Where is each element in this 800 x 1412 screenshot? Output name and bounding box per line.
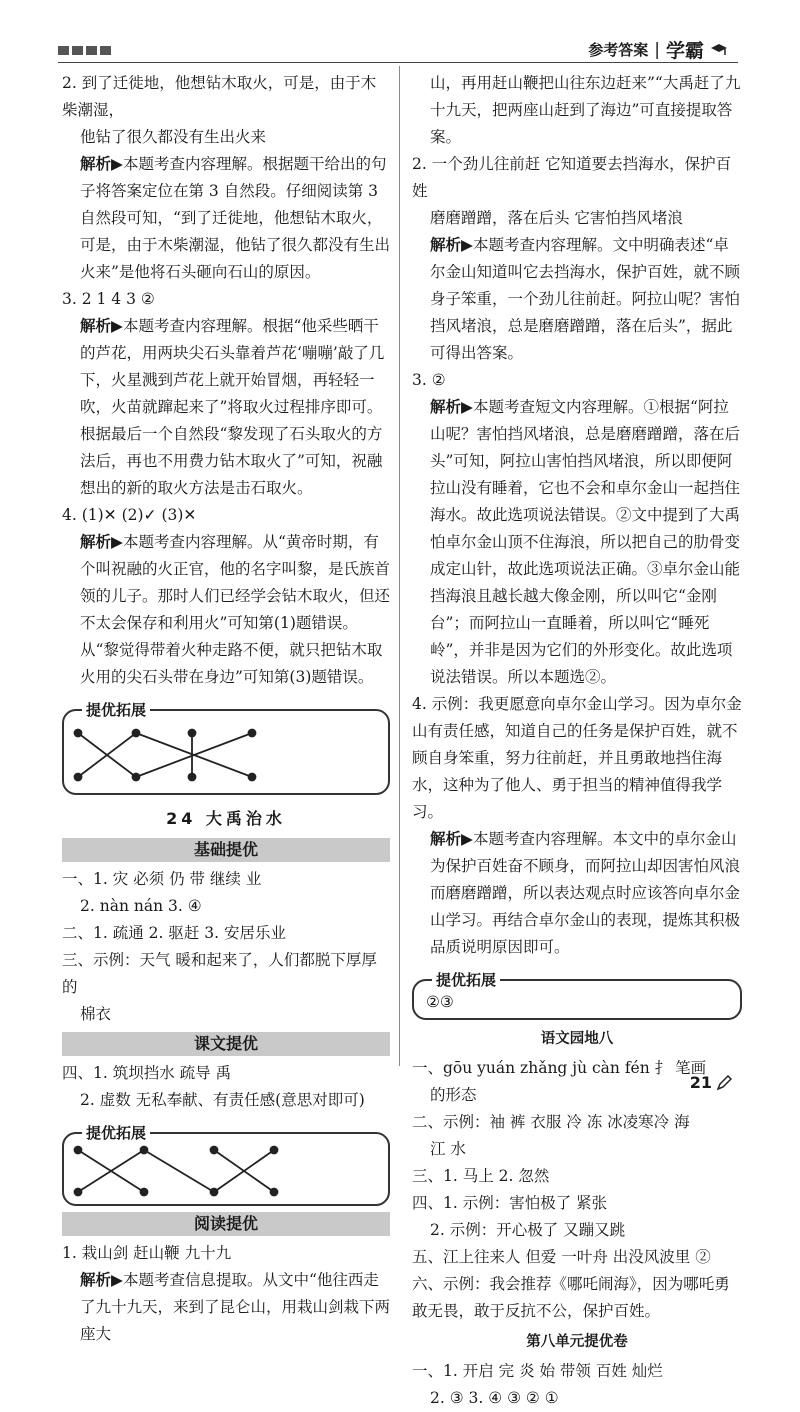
extension-box	[62, 701, 390, 795]
analysis: 解析▶本题考查内容理解。根据题干给出的句子将答案定位在第 3 自然段。仔细阅读第 3 自然段可知，“到了迁徙地，他想钻木取火，可是，由于木柴潮湿，他钻了很久都没有生出火来”是他将石头砸向石山的原因。	[80, 155, 391, 281]
analysis: 解析▶本题考查内容理解。本文中的卓尔金山为保护百姓奋不顾身，而阿拉山却因害怕风浪而磨磨蹭蹭，所以表达观点时应该答向卓尔金山学习。再结合卓尔金山的表现，提炼其积极品质说明原因即可。	[430, 830, 741, 956]
extension-label: 提优拓展	[432, 970, 500, 990]
matching-lines-diagram	[64, 711, 388, 793]
extension-box	[412, 971, 742, 1020]
extension-answer: ②③	[426, 993, 454, 1011]
section-bar: 阅读提优	[62, 1212, 390, 1236]
section-bar: 课文提优	[62, 1032, 390, 1056]
header-brand: 参考答案 | 学霸	[588, 36, 728, 63]
right-column: 山，再用赶山鞭把山往东边赶来”“大禹赶了九十九天，把两座山赶到了海边”可直接提取答案。 2. 一个劲儿往前赶 它知道要去挡海水，保护百姓 磨磨蹭蹭，落在后头 它害怕挡风堵浪 解析▶本题考查内容理解。文中明确表述“卓尔金山知道叫它去挡海水，保护百姓，就不顾身子笨重，一个劲儿往前赶。阿拉山呢？害怕挡风堵浪，总是磨磨蹭蹭，落在后头”，据此可得出答案。 3. ② 解析▶本题考查短文内容理解。①根据“阿拉山呢？害怕挡风堵浪，总是磨磨蹭蹭，落在后头”可知，阿拉山害怕挡风堵浪，所以即便阿拉山没有睡着，它也不会和卓尔金山一起挡住海水。故此选项说法错误。②文中提到了大禹怕卓尔金山顶不住海浪，所以把自己的肋骨变成定山针，故此选项说法正确。③卓尔金山能挡海浪且越长越大像金刚，所以叫它“金刚台”；而阿拉山一直睡着，所以叫它“睡死岭”，并非是因为它们的外形变化。故此选项说法错误。所以本题选②。 4. 示例：我更愿意向卓尔金山学习。因为卓尔金山有责任感，知道自己的任务是保护百姓，就不顾自身笨重，努力往前赶，并且勇敢地挡住海水，这种为了他人、勇于担当的精神值得我学习。 解析▶本题考查内容理解。本文中的卓尔金山为保护百姓奋不顾身，而阿拉山却因害怕风浪而磨磨蹭蹭，所以表达观点时应该答向卓尔金山学习。再结合卓尔金山的表现，提炼其积极品质说明原因即可。 提优拓展 ②③ 语文园地八 一、gōu yuán zhǎng jù càn fén 扌 笔画 的形态 二、示例：袖 裤 衣服 冷 冻 冰凌寒冷 海 江 水 三、1. 马上 2. 忽然 四、1. 示例：害怕极了 紧张 2. 示例：开心极了 又蹦又跳 五、江上往来人 但爱 一叶舟 出没风波里 ② 六、示例：我会推荐《哪吒闹海》，因为哪吒勇敢无畏，敢于反抗不公，保护百姓。 第八单元提优卷 一、1. 开启 完 炎 始 带领 百姓 灿烂 2. ③ 3. ④ ③ ② ①	[412, 74, 742, 1407]
pencil-icon	[716, 1075, 732, 1091]
analysis: 解析▶本题考查内容理解。根据“他采些晒干的芦花，用两块尖石头靠着芦花‘嘣嘣’敲了几下，火星溅到芦花上就开始冒烟，再轻轻一吹，火苗就蹿起来了”将取火过程排序即可。根据最后一个自然段“黎发现了石头取火的方法后，再也不用费力钻木取火了”可知，祝融想出的新的取火方法是击石取火。	[80, 317, 385, 497]
header-squares	[58, 46, 111, 55]
section-title: 语文园地八	[540, 1031, 614, 1047]
extension-label: 提优拓展	[82, 700, 150, 720]
analysis: 解析▶本题考查短文内容理解。①根据“阿拉山呢？害怕挡风堵浪，总是磨磨蹭蹭，落在后头”可知，阿拉山害怕挡风堵浪，所以即便阿拉山没有睡着，它也不会和卓尔金山一起挡住海水。故此选项说法错误。②文中提到了大禹怕卓尔金山顶不住海浪，所以把自己的肋骨变成定山针，故此选项说法正确。③卓尔金山能挡海浪且越长越大像金刚，所以叫它“金刚台”；而阿拉山一直睡着，所以叫它“睡死岭”，并非是因为它们的外形变化。故此选项说法错误。所以本题选②。	[430, 398, 741, 686]
left-column: 2. 到了迁徙地，他想钻木取火，可是，由于木柴潮湿， 他钻了很久都没有生出火来 解析▶本题考查内容理解。根据题干给出的句子将答案定位在第 3 自然段。仔细阅读第 3 自然段可知，“到了迁徙地，他想钻木取火，可是，由于木柴潮湿，他钻了很久都没有生出火来”是他将石头砸向石山的原因。 3. 2 1 4 3 ② 解析▶本题考查内容理解。根据“他采些晒干的芦花，用两块尖石头靠着芦花‘嘣嘣’敲了几下，火星溅到芦花上就开始冒烟，再轻轻一吹，火苗就蹿起来了”将取火过程排序即可。根据最后一个自然段“黎发现了石头取火的方法后，再也不用费力钻木取火了”可知，祝融想出的新的取火方法是击石取火。 4. (1)✕ (2)✓ (3)✕ 解析▶本题考查内容理解。从“黄帝时期，有个叫祝融的火正官，他的名字叫黎，是氏族首领的儿子。那时人们已经学会钻木取火，但还不太会保存和利用火”可知第(1)题错误。从“黎觉得带着火种走路不便，就只把钻木取火用的尖石头带在身边”可知第(3)题错误。 提优拓展 24 大禹治水 基础提优 一、1. 灾 必须 仍 带 继续 业 2. nàn nán 3. ④ 二、1. 疏通 2. 驱赶 3. 安居乐业 三、示例：天气 暖和起来了，人们都脱下厚厚的 棉衣 课文提优 四、1. 筑坝挡水 疏导 禹 2. 虚数 无私奉献、有责任感(意思对即可) 提优拓展 阅读提优 1. 栽山剑 赶山鞭 九十九 解析▶本题考查信息提取。从文中“他往西走了九十九天，来到了昆仑山，用栽山剑栽下两座大	[62, 70, 390, 1348]
brand-name: 学霸	[665, 40, 704, 62]
column-divider	[399, 66, 400, 1066]
graduation-cap-icon	[710, 42, 728, 58]
section-bar: 基础提优	[62, 838, 390, 862]
section-title: 第八单元提优卷	[526, 1334, 628, 1350]
matching-lines-diagram	[64, 1134, 388, 1204]
page-number: 21	[690, 1073, 732, 1092]
analysis: 解析▶本题考查信息提取。从文中“他往西走了九十九天，来到了昆仑山，用栽山剑栽下两座大	[80, 1271, 391, 1343]
extension-label: 提优拓展	[82, 1123, 150, 1143]
ref-label: 参考答案	[588, 41, 649, 59]
analysis: 解析▶本题考查内容理解。从“黄帝时期，有个叫祝融的火正官，他的名字叫黎，是氏族首领的儿子。那时人们已经学会钻木取火，但还不太会保存和利用火”可知第(1)题错误。从“黎觉得带着火种走路不便，就只把钻木取火用的尖石头带在身边”可知第(3)题错误。	[80, 533, 391, 686]
analysis: 解析▶本题考查内容理解。文中明确表述“卓尔金山知道叫它去挡海水，保护百姓，就不顾身子笨重，一个劲儿往前赶。阿拉山呢？害怕挡风堵浪，总是磨磨蹭蹭，落在后头”，据此可得出答案。	[430, 236, 741, 362]
lesson-title: 24 大禹治水	[166, 809, 286, 828]
extension-box	[62, 1124, 390, 1206]
